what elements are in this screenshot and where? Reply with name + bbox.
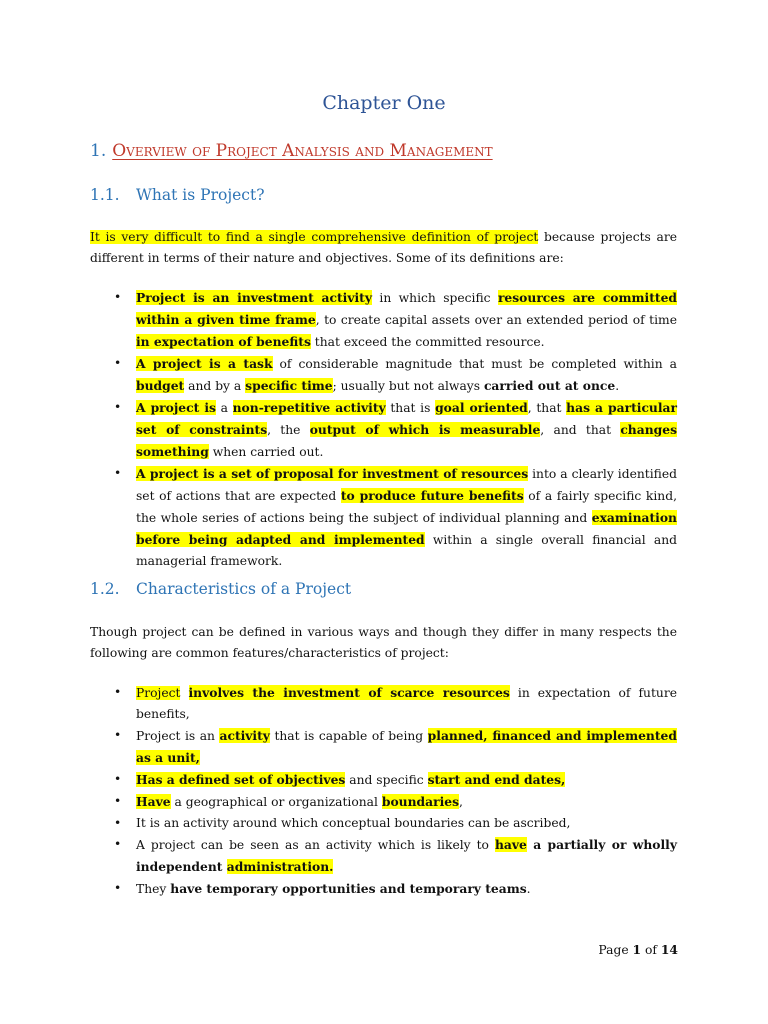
item-text <box>180 686 188 700</box>
list-item <box>90 878 677 900</box>
list-item <box>90 791 677 813</box>
list-item <box>90 769 677 791</box>
characteristics-intro-paragraph: Though project can be defined in various ways and though they differ in many respects the following are common features/characteristics of project: <box>90 625 677 660</box>
item-text: , the <box>267 423 310 437</box>
item-text: within a single overall financial and managerial framework. <box>136 533 677 568</box>
list-item <box>90 353 677 397</box>
item-text: and by a <box>184 379 246 393</box>
item-text: A project can be seen as an activity which is likely to <box>136 838 495 852</box>
item-text: and specific <box>345 773 428 787</box>
highlighted-text: goal oriented <box>435 400 528 415</box>
highlighted-text: administration. <box>226 859 334 874</box>
bold-text: a partially or wholly independent <box>136 837 678 874</box>
item-text: when carried out. <box>208 445 324 459</box>
item-text: of considerable magnitude that must be completed within a <box>272 357 678 371</box>
highlighted-text: Project is an investment activity <box>136 290 372 305</box>
item-text: , <box>459 795 463 809</box>
highlighted-text: involves the investment of scarce resources <box>188 685 510 700</box>
paragraph-text: because projects are different in terms of their nature and objectives. Some of its definitions are: <box>90 230 677 265</box>
highlighted-text: Have <box>136 794 171 809</box>
highlighted-text: A project is a set of proposal for investment of resources <box>136 466 529 481</box>
item-text: . <box>615 379 620 393</box>
page-total: 14 <box>660 942 678 957</box>
list-item <box>90 725 677 769</box>
highlighted-text: A project is <box>136 400 216 415</box>
highlighted-text: boundaries <box>381 794 459 809</box>
bold-text: carried out at once <box>483 378 616 393</box>
highlighted-text: resources are committed within a given time frame <box>136 290 677 327</box>
item-text: in which specific <box>372 291 498 305</box>
list-item <box>90 287 677 353</box>
item-text: a <box>215 401 233 415</box>
subsection-title: What is Project? <box>136 186 265 204</box>
chapter-title: Chapter One <box>322 92 446 114</box>
item-text: They <box>136 882 171 896</box>
highlighted-text: output of which is measurable <box>309 422 541 437</box>
page-current: 1 <box>632 942 642 957</box>
item-text: ; usually but not always <box>332 379 484 393</box>
item-text: that is <box>385 401 436 415</box>
highlighted-text: Project <box>136 686 181 700</box>
subsection-number: 1.1. <box>90 186 120 204</box>
subsection-number: 1.2. <box>90 580 120 598</box>
subsection-heading-what-is-project <box>90 186 265 204</box>
highlighted-text: changes something <box>136 422 677 459</box>
item-text: . <box>526 882 531 896</box>
highlighted-text: start and end dates, <box>427 772 566 787</box>
list-item <box>90 813 677 834</box>
item-text: in expectation of future benefits, <box>136 686 677 721</box>
highlighted-text: specific time <box>245 378 333 393</box>
item-text: , that <box>527 401 567 415</box>
highlighted-text: budget <box>136 378 185 393</box>
highlighted-text: activity <box>219 728 270 743</box>
highlighted-text: Has a defined set of objectives <box>136 772 346 787</box>
highlighted-text: have <box>494 837 527 852</box>
item-text: , to create capital assets over an extended period of time <box>315 313 677 327</box>
item-text: Project is an <box>136 729 220 743</box>
item-text: of a fairly specific kind, the whole series of actions being the subject of individual planning and <box>136 489 678 525</box>
highlighted-text: It is very difficult to find a single comprehensive definition of project <box>90 230 539 244</box>
list-item <box>90 397 677 463</box>
section-number: 1. <box>90 141 107 161</box>
section-title: Overview of Project Analysis and Management <box>112 141 493 161</box>
page-number-footer <box>598 942 678 957</box>
characteristics-list <box>90 682 677 900</box>
bold-text: have temporary opportunities and temporary teams <box>170 881 527 896</box>
subsection-heading-characteristics <box>90 580 351 598</box>
highlighted-text: in expectation of benefits <box>136 334 311 349</box>
item-text: that exceed the committed resource. <box>310 335 545 349</box>
page-label: Page <box>598 943 633 957</box>
definition-intro-paragraph <box>90 227 677 269</box>
item-text: a geographical or organizational <box>170 795 382 809</box>
section-heading <box>90 141 493 161</box>
subsection-title: Characteristics of a Project <box>136 580 352 598</box>
item-text: that is capable of being <box>269 729 428 743</box>
definitions-list <box>90 287 677 572</box>
highlighted-text: non-repetitive activity <box>232 400 386 415</box>
highlighted-text: examination before being adapted and implemented <box>136 510 677 547</box>
highlighted-text: planned, financed and implemented as a unit, <box>136 728 677 765</box>
list-item <box>90 463 677 572</box>
list-item <box>90 682 677 725</box>
list-item <box>90 834 677 878</box>
highlighted-text: has a particular set of constraints <box>136 400 677 437</box>
highlighted-text: A project is a task <box>136 356 273 371</box>
item-text: , and that <box>540 423 621 437</box>
page-of-label: of <box>641 943 661 957</box>
item-text: It is an activity around which conceptual boundaries can be ascribed, <box>136 816 571 830</box>
item-text: into a clearly identified set of actions that are expected <box>136 467 678 503</box>
highlighted-text: to produce future benefits <box>340 488 524 503</box>
